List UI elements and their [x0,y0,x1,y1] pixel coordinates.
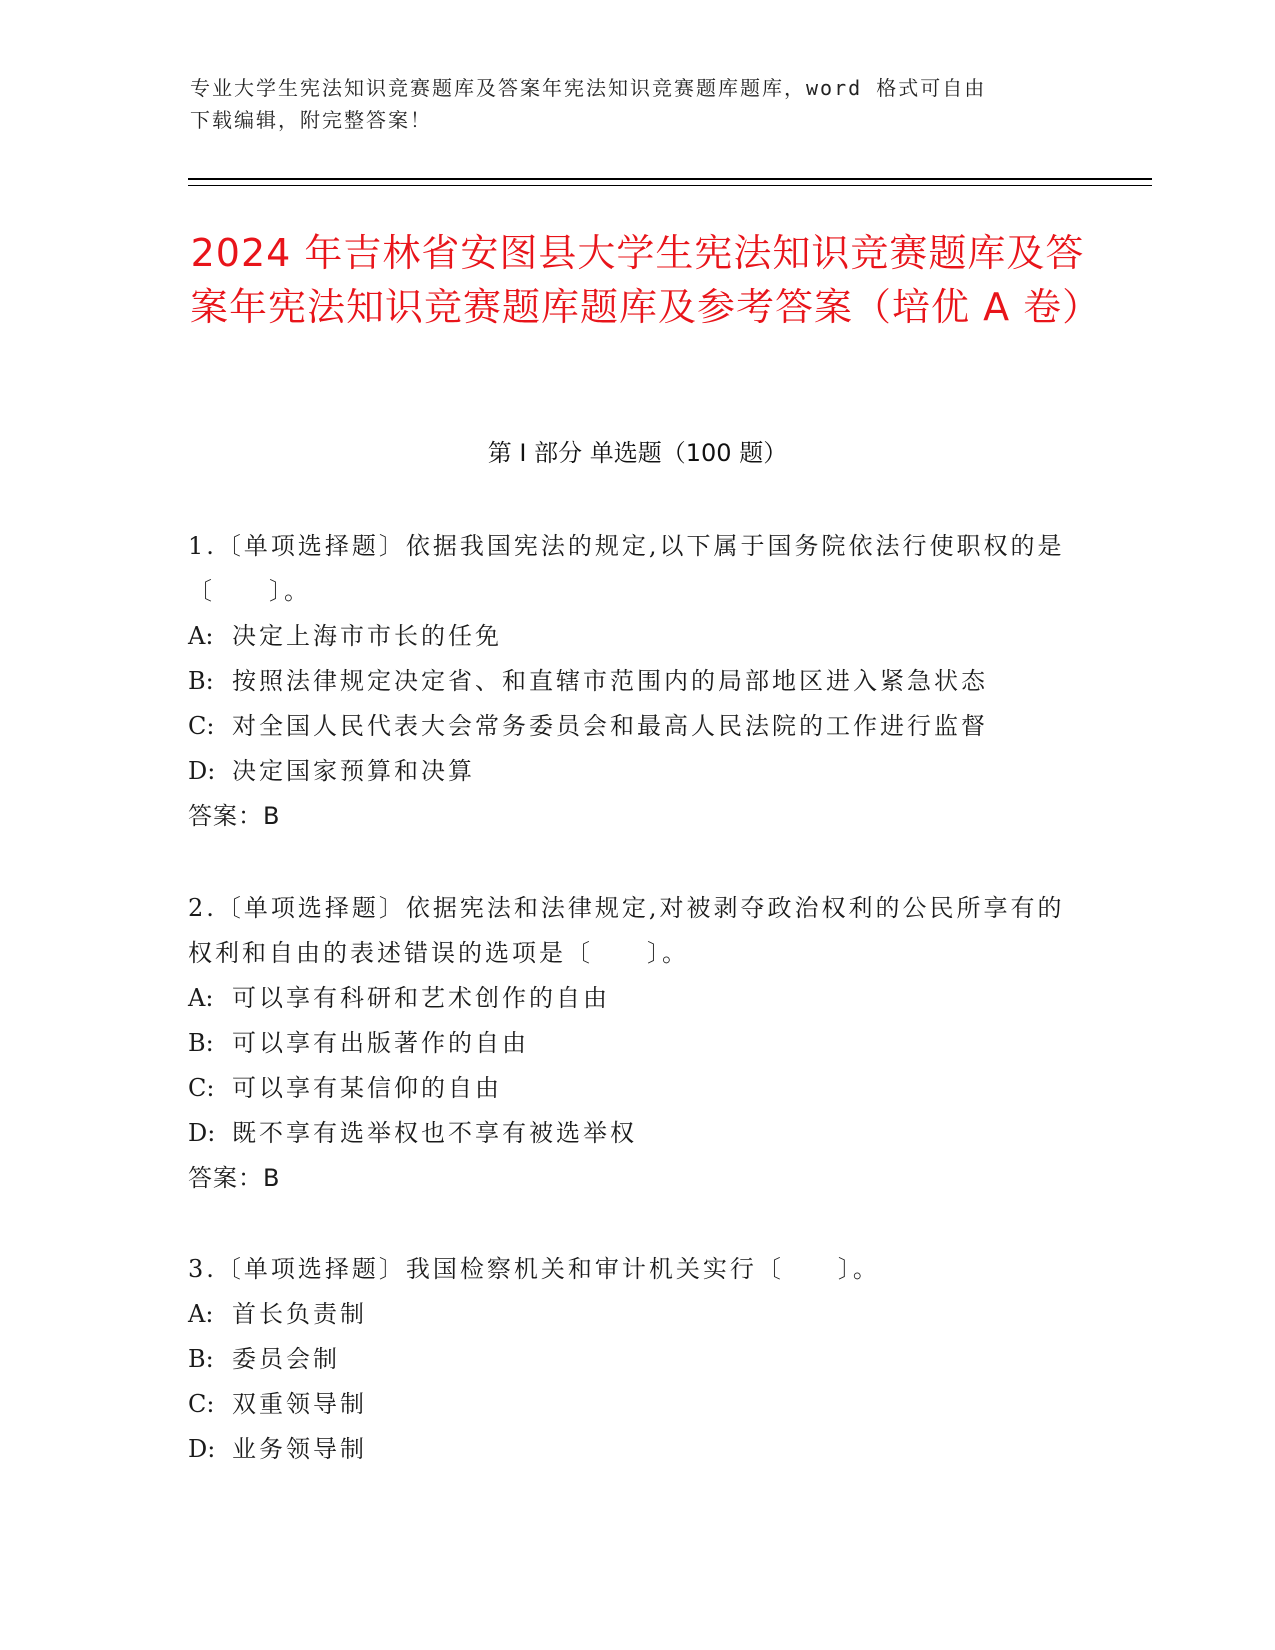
question-3 [188,1247,1088,1472]
question-option-c [188,1066,1088,1111]
question-option-b [188,1021,1088,1066]
option-letter: D: [188,1119,216,1147]
question-stem: 3.〔单项选择题〕我国检察机关和审计机关实行〔 〕。 [188,1255,880,1283]
option-text: 首长负责制 [232,1300,367,1328]
question-option-d [188,749,1088,794]
question-option-d [188,1111,1088,1156]
option-letter: D: [188,1435,216,1463]
question-option-a [188,976,1088,1021]
option-letter: A: [188,622,214,650]
question-2 [188,886,1088,1201]
header-note-line-1: 专业大学生宪法知识竞赛题库及答案年宪法知识竞赛题库题库，word 格式可自由 [190,76,987,100]
question-stem: 2.〔单项选择题〕依据宪法和法律规定,对被剥夺政治权利的公民所享有的权利和自由的表述错误的选项是〔 〕。 [188,894,1065,967]
header-note [190,72,1090,136]
option-letter: C: [188,1390,215,1418]
option-text: 业务领导制 [232,1435,367,1463]
question-answer: 答案：B [188,802,281,830]
option-letter: C: [188,712,215,740]
option-letter: B: [188,1029,214,1057]
option-text: 可以享有出版著作的自由 [232,1029,529,1057]
option-letter: A: [188,1300,214,1328]
question-option-a [188,614,1088,659]
option-text: 对全国人民代表大会常务委员会和最高人民法院的工作进行监督 [232,712,988,740]
option-letter: C: [188,1074,215,1102]
document-title: 2024 年吉林省安图县大学生宪法知识竞赛题库及答案年宪法知识竞赛题库题库及参考答案（培优 A 卷） [190,231,1102,329]
question-option-b [188,659,1088,704]
question-answer: 答案：B [188,1164,281,1192]
question-option-c [188,1382,1088,1427]
option-text: 按照法律规定决定省、和直辖市范围内的局部地区进入紧急状态 [232,667,988,695]
question-stem: 1.〔单项选择题〕依据我国宪法的规定,以下属于国务院依法行使职权的是〔 〕。 [188,532,1065,605]
question-option-b [188,1337,1088,1382]
question-1 [188,524,1088,839]
option-letter: B: [188,1345,214,1373]
header-rule-thick [188,178,1152,180]
question-option-d [188,1427,1088,1472]
question-option-c [188,704,1088,749]
question-option-a [188,1292,1088,1337]
option-text: 决定上海市市长的任免 [232,622,502,650]
section-title: 第 I 部分 单选题（100 题） [487,439,788,467]
option-text: 决定国家预算和决算 [232,757,475,785]
option-text: 双重领导制 [232,1390,367,1418]
option-text: 既不享有选举权也不享有被选举权 [232,1119,637,1147]
header-note-line-2: 下载编辑，附完整答案！ [190,108,432,132]
header-rule-thin [188,185,1152,186]
option-letter: D: [188,757,216,785]
option-letter: A: [188,984,214,1012]
option-text: 可以享有科研和艺术创作的自由 [232,984,610,1012]
option-text: 委员会制 [232,1345,340,1373]
option-text: 可以享有某信仰的自由 [232,1074,502,1102]
option-letter: B: [188,667,214,695]
